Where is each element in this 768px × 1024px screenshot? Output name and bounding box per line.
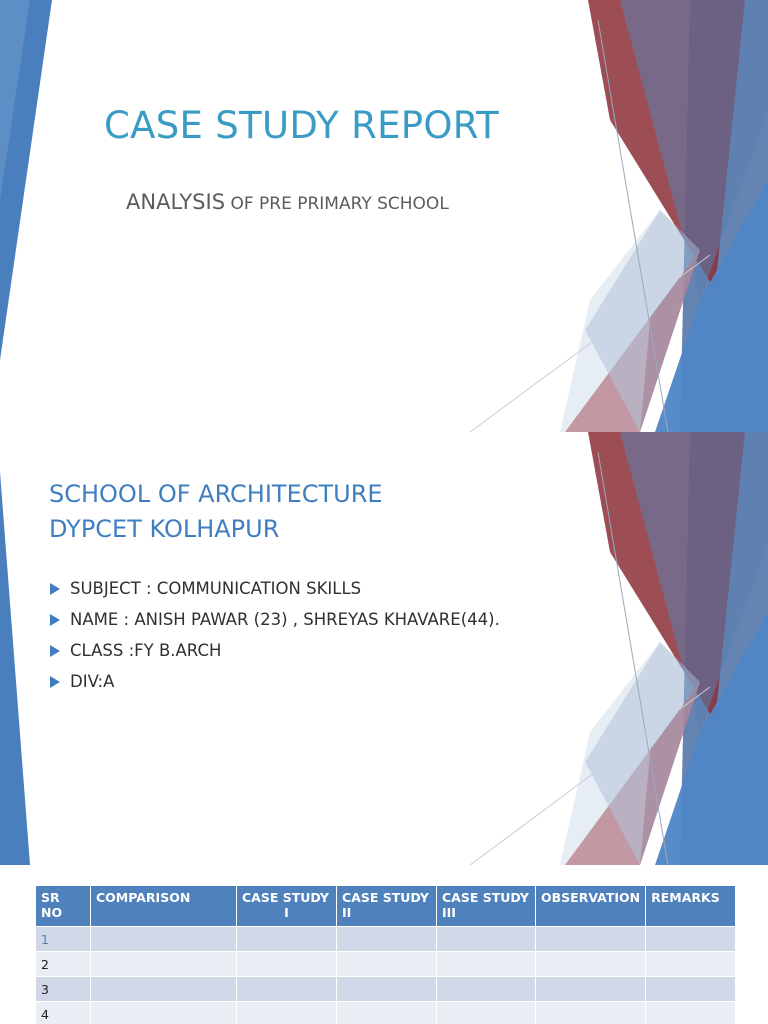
table-cell-sr-no: 2	[36, 952, 91, 977]
table-cell	[646, 927, 736, 952]
table-cell	[91, 1002, 237, 1024]
school-heading-line1: SCHOOL OF ARCHITECTURE	[49, 480, 383, 508]
details-list	[48, 577, 500, 701]
table-cell	[337, 927, 437, 952]
table-cell	[536, 952, 646, 977]
header-text: CASE STUDY	[242, 890, 329, 905]
table-cell	[536, 927, 646, 952]
table-cell-sr-no: 1	[36, 927, 91, 952]
table-cell	[337, 977, 437, 1002]
list-item-text: DIV:A	[70, 672, 115, 691]
school-heading-line2: DYPCET KOLHAPUR	[49, 515, 280, 543]
list-item	[48, 608, 500, 639]
table-cell	[646, 1002, 736, 1024]
header-text: III	[442, 905, 456, 920]
school-heading	[49, 477, 383, 547]
column-header	[646, 886, 736, 927]
table-cell	[91, 927, 237, 952]
column-header	[536, 886, 646, 927]
table-cell	[237, 927, 337, 952]
table-cell	[437, 1002, 536, 1024]
list-item-text: NAME : ANISH PAWAR (23) , SHREYAS KHAVARE(44).	[70, 610, 500, 629]
table-cell	[91, 977, 237, 1002]
table-cell	[237, 977, 337, 1002]
column-header	[437, 886, 536, 927]
table-cell	[646, 952, 736, 977]
table-row	[36, 977, 736, 1002]
table-cell-sr-no: 4	[36, 1002, 91, 1024]
header-text: I	[284, 905, 289, 920]
column-header	[91, 886, 237, 927]
bullet-arrow-icon	[50, 614, 60, 626]
table-cell	[337, 1002, 437, 1024]
presentation-subtitle	[126, 190, 449, 214]
bullet-arrow-icon	[50, 645, 60, 657]
slide-decoration-graphic	[0, 0, 768, 432]
table-cell	[437, 952, 536, 977]
table-row	[36, 927, 736, 952]
slide-title	[0, 0, 768, 432]
header-text: CASE STUDY	[342, 890, 429, 905]
header-text: CASE STUDY	[442, 890, 529, 905]
header-text: II	[342, 905, 352, 920]
presentation-title: CASE STUDY REPORT	[104, 104, 500, 147]
table-cell	[337, 952, 437, 977]
table-row	[36, 1002, 736, 1024]
list-item-text: CLASS :FY B.ARCH	[70, 641, 222, 660]
comparison-table	[35, 885, 736, 1024]
column-header	[237, 886, 337, 927]
table-cell	[91, 952, 237, 977]
list-item	[48, 670, 500, 701]
subtitle-lead-word: ANALYSIS	[126, 190, 226, 214]
slide-comparison	[0, 865, 768, 1024]
header-text: COMPARISON	[96, 890, 191, 905]
table-cell	[437, 927, 536, 952]
header-text: OBSERVATION	[541, 890, 641, 905]
table-cell	[536, 1002, 646, 1024]
list-item	[48, 577, 500, 608]
bullet-arrow-icon	[50, 583, 60, 595]
column-header	[337, 886, 437, 927]
column-header	[36, 886, 91, 927]
bullet-arrow-icon	[50, 676, 60, 688]
list-item	[48, 639, 500, 670]
table-cell	[437, 977, 536, 1002]
table-cell	[536, 977, 646, 1002]
list-item-text: SUBJECT : COMMUNICATION SKILLS	[70, 579, 362, 598]
table-header-row	[36, 886, 736, 927]
table-cell	[646, 977, 736, 1002]
table-cell	[237, 952, 337, 977]
table-cell	[237, 1002, 337, 1024]
table-cell-sr-no: 3	[36, 977, 91, 1002]
header-text: REMARKS	[651, 890, 720, 905]
slide-details	[0, 432, 768, 865]
header-text: SR NO	[41, 890, 63, 920]
subtitle-rest: OF PRE PRIMARY SCHOOL	[225, 194, 449, 214]
table-row	[36, 952, 736, 977]
